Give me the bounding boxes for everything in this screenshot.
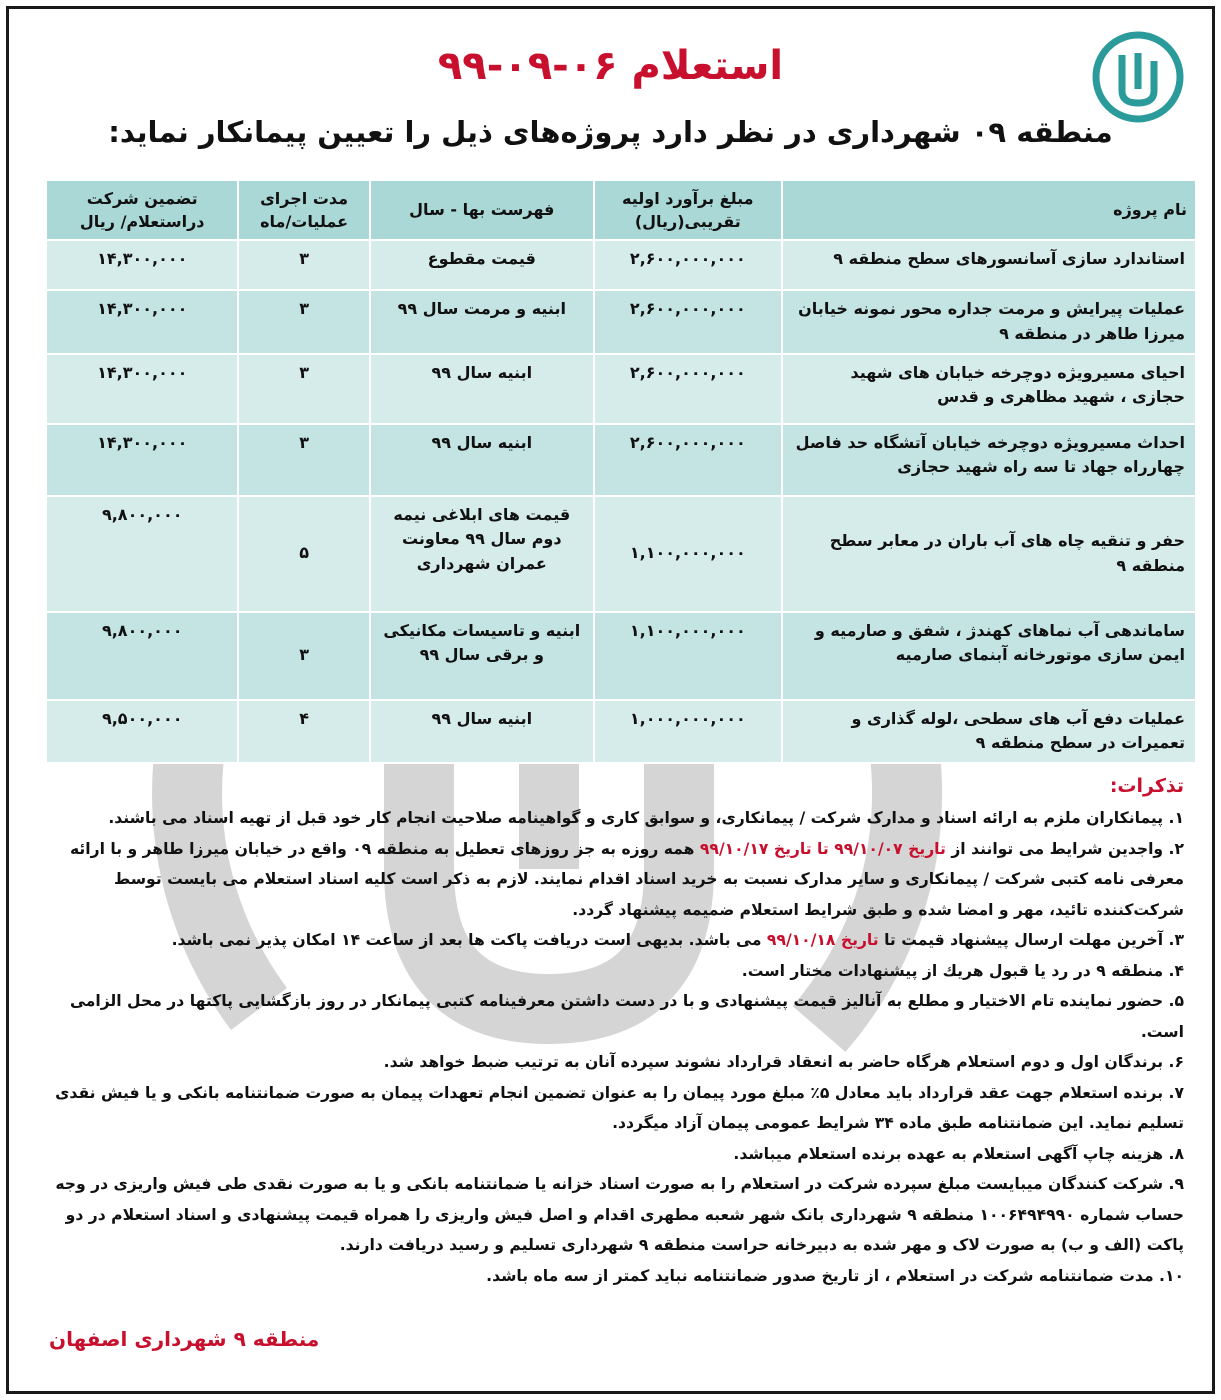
table-row (46, 290, 1196, 354)
project-price-list: ابنیه سال ۹۹ (370, 700, 594, 764)
project-duration: ۵ (238, 496, 369, 612)
note-7: ۷. برنده استعلام جهت عقد قرارداد باید معادل ۵٪ مبلغ مورد پیمان را به عنوان تضمین انجام تعهدات پیمان به صورت ضمانتنامه بانکی و یا فیش نقدی تسلیم نماید. این ضمانتنامه طبق ماده ۳۴ شرایط عمومی پیمان آزاد میگردد. (55, 1083, 1184, 1132)
note-2-dates: تاریخ ۹۹/۱۰/۰۷ تا تاریخ ۹۹/۱۰/۱۷ (699, 839, 946, 858)
note-9: ۹. شرکت کنندگان میبایست مبلغ سپرده شرکت در استعلام را به صورت اسناد خزانه یا ضمانتنامه بانکی و یا به صورت نقدی طی فیش واریزی در وجه حساب شماره ۱۰۰۶۴۹۴۹۹۰ منطقه ۹ شهرداری بانک شهر شعبه مطهری اقدام و اصل فیش واریزی را همراه قیمت پیشنهادی و اسناد استعلام در دو پاکت (الف و ب) به صورت لاک و مهر شده به دبیرخانه حراست منطقه ۹ شهرداری تسلیم و رسید دریافت دارند. (55, 1175, 1184, 1254)
notice-frame (6, 6, 1215, 1394)
note-3-date: تاریخ ۹۹/۱۰/۱۸ (766, 931, 879, 949)
project-name: احیای مسیرویژه دوچرخه خیابان های شهید حجازی ، شهید مظاهری و قدس (782, 354, 1196, 424)
project-duration: ۳ (238, 612, 369, 700)
table-header-row (46, 180, 1196, 240)
project-cost: ۱,۱۰۰,۰۰۰,۰۰۰ (594, 496, 782, 612)
note-2-text-c: همه روزه به جز روزهای تعطیل به منطقه ۰۹ واقع در خیابان میرزا طاهر و با ارائه معرفی نامه کتبی شرکت / پیمانکاری و سایر مدارک نسبت به خرید اسناد اقدام نمایند. لازم به ذکر است کلیه اسناد استعلام می بایست توسط شرکت‌کننده تائید، مهر و امضا شده و طبق شرایط استعلام ضمیمه پیشنهاد گردد. (69, 839, 1184, 919)
table-row (46, 354, 1196, 424)
project-cost: ۲,۶۰۰,۰۰۰,۰۰۰ (594, 240, 782, 290)
project-name: حفر و تنقیه چاه های آب باران در معابر سطح منطقه ۹ (782, 496, 1196, 612)
project-name: استاندارد سازی آسانسورهای سطح منطقه ۹ (782, 240, 1196, 290)
table-row (46, 700, 1196, 764)
project-guarantee: ۱۴,۳۰۰,۰۰۰ (46, 424, 238, 496)
project-duration: ۳ (238, 354, 369, 424)
projects-table (45, 179, 1197, 764)
project-cost: ۱,۱۰۰,۰۰۰,۰۰۰ (594, 612, 782, 700)
project-guarantee: ۱۴,۳۰۰,۰۰۰ (46, 354, 238, 424)
note-5: ۵. حضور نماینده تام الاختیار و مطلع به آنالیز قیمت پیشنهادی و با در دست داشتن معرفینامه کتبی پیمانکار در روز بازگشایی پاکتها در محل الزامی است. (69, 992, 1184, 1041)
page-title: منطقه ۰۹ شهرداری در نظر دارد پروژه‌های ذیل را تعیین پیمانکار نماید: (108, 115, 1113, 149)
column-header-duration: مدت اجرای عملیات/ماه (238, 180, 369, 240)
project-cost: ۲,۶۰۰,۰۰۰,۰۰۰ (594, 290, 782, 354)
column-header-cost: مبلغ برآورد اولیه تقریبی(ریال) (594, 180, 782, 240)
project-cost: ۲,۶۰۰,۰۰۰,۰۰۰ (594, 424, 782, 496)
note-10: ۱۰. مدت ضمانتنامه شرکت در استعلام ، از تاریخ صدور ضمانتنامه نباید کمتر از سه ماه باشد. (486, 1266, 1184, 1285)
project-guarantee: ۱۴,۳۰۰,۰۰۰ (46, 240, 238, 290)
note-3-text-c: می باشد. بدیهی است دریافت پاکت ها بعد از ساعت ۱۴ امکان پذیر نمی باشد. (171, 931, 767, 949)
table-row (46, 496, 1196, 612)
table-row (46, 240, 1196, 290)
project-price-list: ابنیه سال ۹۹ (370, 354, 594, 424)
note-2-text-a: ۲. واجدین شرایط می توانند از (945, 839, 1184, 858)
note-2 (39, 834, 1184, 926)
project-duration: ۴ (238, 700, 369, 764)
project-guarantee: ۹,۸۰۰,۰۰۰ (46, 612, 238, 700)
column-header-price-list: فهرست بها - سال (370, 180, 594, 240)
project-duration: ۳ (238, 240, 369, 290)
column-header-guarantee: تضمین شرکت دراستعلام/ ریال (46, 180, 238, 240)
project-duration: ۳ (238, 424, 369, 496)
note-3-text-a: ۳. آخرین مهلت ارسال پیشنهاد قیمت تا (878, 931, 1184, 949)
signature: منطقه ۹ شهرداری اصفهان (49, 1327, 320, 1351)
project-name: عملیات پیرایش و مرمت جداره محور نمونه خیابان میرزا طاهر در منطقه ۹ (782, 290, 1196, 354)
project-name: عملیات دفع آب های سطحی ،لوله گذاری و تعمیرات در سطح منطقه ۹ (782, 700, 1196, 764)
tender-number: استعلام ۰۶-۰۹-۹۹ (437, 43, 784, 89)
project-price-list: قیمت های ابلاغی نیمه دوم سال ۹۹ معاونت عمران شهرداری (370, 496, 594, 612)
project-guarantee: ۱۴,۳۰۰,۰۰۰ (46, 290, 238, 354)
project-cost: ۲,۶۰۰,۰۰۰,۰۰۰ (594, 354, 782, 424)
project-name: احداث مسیرویژه دوچرخه خیابان آتشگاه حد فاصل چهارراه جهاد تا سه راه شهید حجازی (782, 424, 1196, 496)
table-row (46, 424, 1196, 496)
project-price-list: قیمت مقطوع (370, 240, 594, 290)
notes-title: تذکرات: (1109, 775, 1184, 797)
project-price-list: ابنیه و مرمت سال ۹۹ (370, 290, 594, 354)
project-price-list: ابنیه و تاسیسات مکانیکی و برقی سال ۹۹ (370, 612, 594, 700)
note-3 (39, 925, 1184, 956)
project-guarantee: ۹,۸۰۰,۰۰۰ (46, 496, 238, 612)
project-duration: ۳ (238, 290, 369, 354)
note-8: ۸. هزینه چاپ آگهی استعلام به عهده برنده استعلام میباشد. (733, 1144, 1184, 1163)
column-header-name: نام پروژه (782, 180, 1196, 240)
project-name: ساماندهی آب نماهای کهندژ ، شفق و صارمیه و ایمن سازی موتورخانه آبنمای صارمیه (782, 612, 1196, 700)
table-row (46, 612, 1196, 700)
notes-section (39, 775, 1184, 1291)
note-6: ۶. برندگان اول و دوم استعلام هرگاه حاضر به انعقاد قرارداد نشوند سپرده آنان به ترتیب ضبط خواهد شد. (383, 1053, 1184, 1071)
note-1: ۱. پیمانکاران ملزم به ارائه اسناد و مدارک شرکت / پیمانکاری، و سوابق کاری و گواهینامه صلاحیت انجام کار خود قبل از تهیه اسناد می باشند. (108, 809, 1184, 827)
project-price-list: ابنیه سال ۹۹ (370, 424, 594, 496)
project-cost: ۱,۰۰۰,۰۰۰,۰۰۰ (594, 700, 782, 764)
note-4: ۴. منطقه ۹ در رد یا قبول هریك از پیشنهادات مختار است. (741, 961, 1184, 980)
project-guarantee: ۹,۵۰۰,۰۰۰ (46, 700, 238, 764)
